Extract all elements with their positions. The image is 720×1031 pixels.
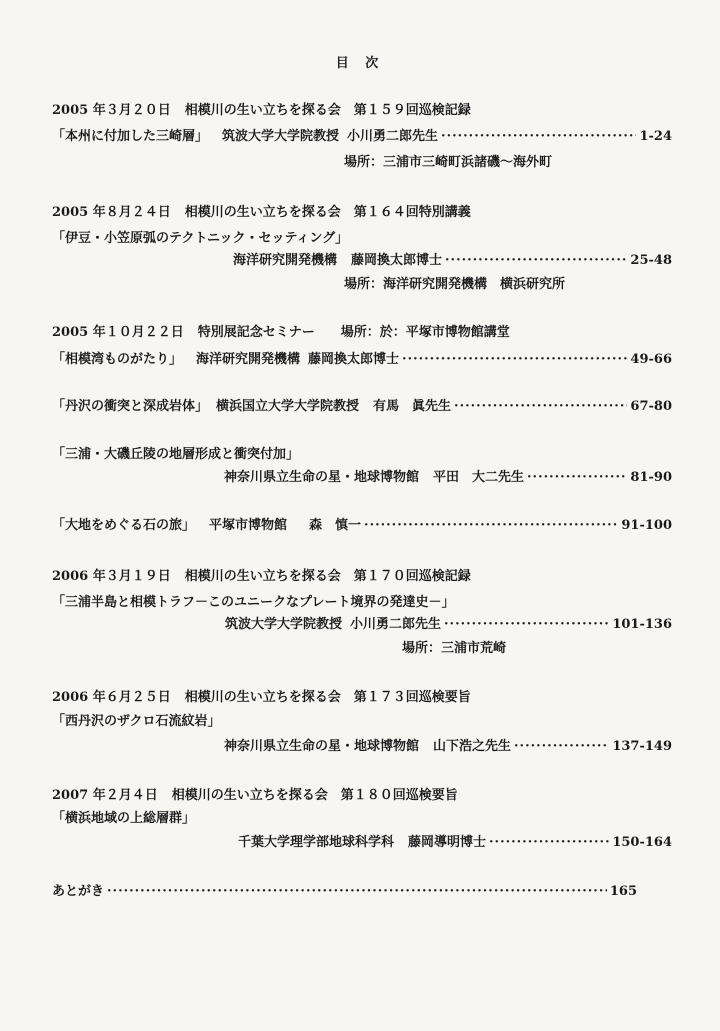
entry-title: 「相模湾ものがたり」 <box>52 352 183 367</box>
section-event: 相模川の生い立ちを探る会 第１７０回巡検記録 <box>184 569 471 584</box>
entry-affiliation: 筑波大学大学院教授 <box>225 617 343 632</box>
dot-leader <box>441 129 636 145</box>
entry-title: 「丹沢の衝突と深成岩体」 <box>52 399 209 414</box>
dot-leader <box>527 470 627 486</box>
entry-author: 小川勇二郎先生 <box>350 617 442 632</box>
entry-affiliation: 横浜国立大学大学院教授 <box>216 399 360 414</box>
entry-author: 山下浩之先生 <box>433 739 512 754</box>
dot-leader <box>514 739 609 755</box>
toc-entry[interactable] <box>224 470 672 486</box>
section-event: 相模川の生い立ちを探る会 第１５９回巡検記録 <box>184 103 471 118</box>
entry-title: 「大地をめぐる石の旅」 <box>52 518 196 533</box>
section-header <box>52 325 510 341</box>
entry-affiliation: 神奈川県立生命の星・地球博物館 <box>224 470 420 485</box>
entry-pages: 150-164 <box>612 835 672 850</box>
toc-entry[interactable] <box>233 253 672 269</box>
entry-pages: 1-24 <box>639 129 672 144</box>
toc-entry[interactable] <box>52 399 672 415</box>
entry-title[interactable]: 「三浦・大磯丘陵の地層形成と衝突付加」 <box>52 447 300 462</box>
section-date: 2005 年８月２４日 <box>52 205 171 220</box>
section-header <box>52 788 458 804</box>
dot-leader <box>445 253 627 269</box>
section-event: 特別展記念セミナー 場所：於：平塚市博物館講堂 <box>197 325 510 340</box>
dot-leader <box>489 835 609 851</box>
entry-title[interactable]: 「三浦半島と相模トラフ－このユニークなプレート境界の発達史－」 <box>52 595 455 610</box>
entry-location: 場所：海洋研究開発機構 横浜研究所 <box>344 277 566 292</box>
entry-location: 場所：三浦市三崎町浜諸磯～海外町 <box>344 155 553 170</box>
entry-pages: 101-136 <box>612 617 672 632</box>
entry-title[interactable]: 「西丹沢のザクロ石流紋岩」 <box>52 714 221 729</box>
section-header <box>52 569 471 585</box>
entry-author: 藤岡導明博士 <box>408 835 487 850</box>
section-event: 相模川の生い立ちを探る会 第１７３回巡検要旨 <box>184 690 471 705</box>
dot-leader <box>364 518 618 534</box>
entry-affiliation: 海洋研究開発機構 <box>233 253 338 268</box>
dot-leader <box>402 352 627 368</box>
toc-entry[interactable] <box>52 129 672 145</box>
section-header <box>52 205 471 221</box>
entry-pages: 81-90 <box>630 470 672 485</box>
section-date: 2006 年６月２５日 <box>52 690 171 705</box>
afterword-pages: 165 <box>609 884 637 899</box>
entry-pages: 137-149 <box>612 739 672 754</box>
section-date: 2007 年２月４日 <box>52 788 158 803</box>
toc-entry[interactable] <box>52 518 672 534</box>
section-header <box>52 103 471 119</box>
section-header <box>52 690 471 706</box>
section-date: 2006 年３月１９日 <box>52 569 171 584</box>
toc-entry[interactable] <box>52 352 672 368</box>
entry-pages: 91-100 <box>621 518 672 533</box>
entry-author: 小川勇二郎先生 <box>347 129 439 144</box>
entry-location: 場所：三浦市荒崎 <box>402 641 507 656</box>
dot-leader <box>444 617 609 633</box>
entry-author: 藤岡換太郎博士 <box>308 352 400 367</box>
toc-entry[interactable] <box>238 835 672 851</box>
section-event: 相模川の生い立ちを探る会 第１６４回特別講義 <box>184 205 471 220</box>
entry-title: 「本州に付加した三崎層」 <box>52 129 209 144</box>
entry-author: 森 慎一 <box>309 518 362 533</box>
entry-pages: 67-80 <box>630 399 672 414</box>
entry-affiliation: 千葉大学理学部地球科学科 <box>238 835 395 850</box>
dot-leader <box>454 399 627 415</box>
entry-affiliation: 平塚市博物館 <box>209 518 288 533</box>
toc-entry[interactable] <box>224 739 672 755</box>
page-title: 目 次 <box>335 56 385 71</box>
entry-author: 平田 大二先生 <box>433 470 525 485</box>
toc-entry[interactable] <box>225 617 672 633</box>
entry-title[interactable]: 「伊豆・小笠原弧のテクトニック・セッティング」 <box>52 231 349 246</box>
section-date: 2005 年１０月２２日 <box>52 325 184 340</box>
entry-author: 藤岡換太郎博士 <box>351 253 443 268</box>
dot-leader <box>107 884 607 900</box>
entry-affiliation: 筑波大学大学院教授 <box>222 129 340 144</box>
section-event: 相模川の生い立ちを探る会 第１８０回巡検要旨 <box>171 788 458 803</box>
toc-entry-afterword[interactable] <box>52 884 637 900</box>
entry-pages: 25-48 <box>630 253 672 268</box>
entry-pages: 49-66 <box>630 352 672 367</box>
entry-title[interactable]: 「横浜地域の上総層群」 <box>52 811 196 826</box>
entry-author: 有馬 眞先生 <box>373 399 452 414</box>
entry-affiliation: 海洋研究開発機構 <box>196 352 301 367</box>
afterword-label: あとがき <box>52 884 105 899</box>
section-date: 2005 年３月２０日 <box>52 103 171 118</box>
entry-affiliation: 神奈川県立生命の星・地球博物館 <box>224 739 420 754</box>
